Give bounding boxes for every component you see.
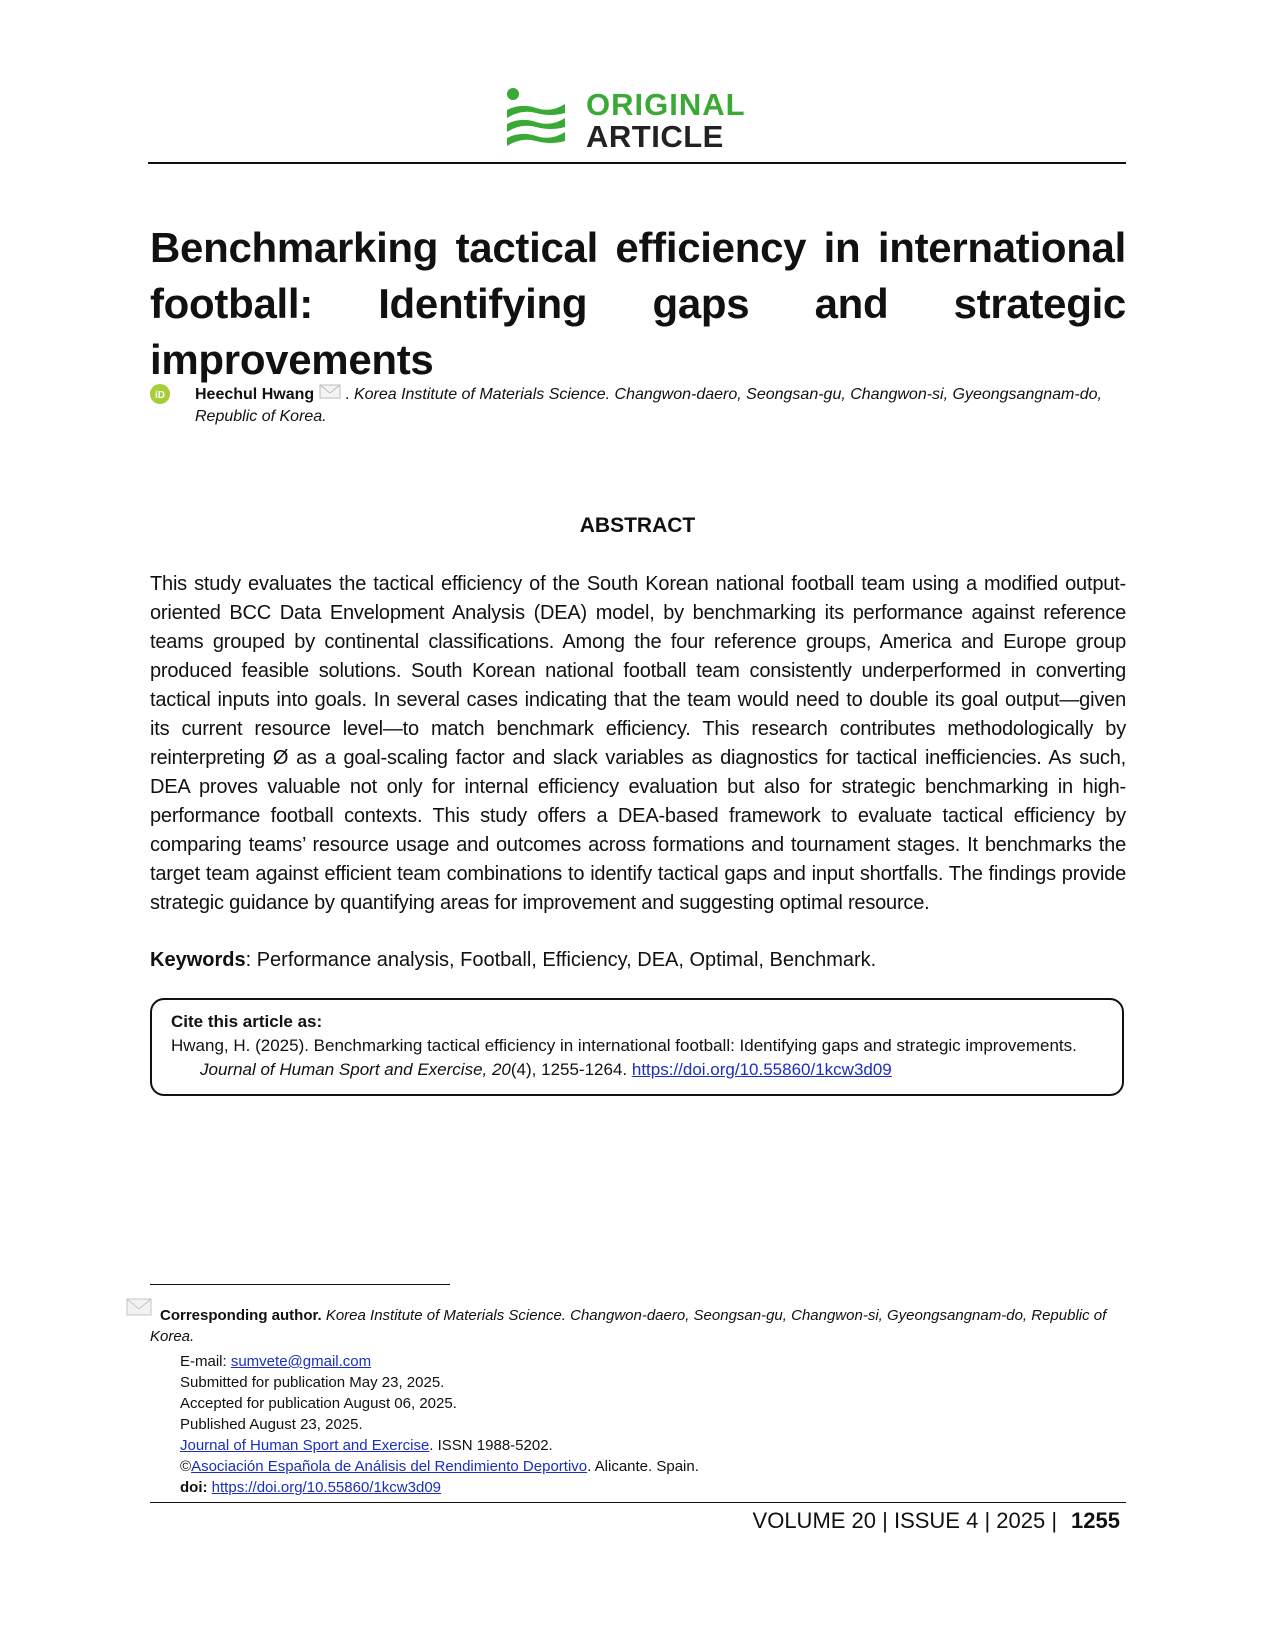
logo-text-original: ORIGINAL bbox=[586, 87, 746, 122]
submitted-date: Submitted for publication May 23, 2025. bbox=[180, 1374, 445, 1391]
corresponding-affiliation-cont: Korea. bbox=[150, 1328, 195, 1345]
issn: . ISSN 1988-5202. bbox=[429, 1437, 553, 1454]
location: . Alicante. Spain. bbox=[587, 1458, 699, 1475]
journal-link[interactable]: Journal of Human Sport and Exercise bbox=[180, 1437, 430, 1454]
header-rule bbox=[148, 162, 1126, 164]
abstract-heading: ABSTRACT bbox=[579, 514, 696, 537]
envelope-icon[interactable] bbox=[319, 384, 341, 406]
author-name: Heechul Hwang bbox=[195, 386, 315, 404]
email-link[interactable]: sumvete@gmail.com bbox=[230, 1353, 372, 1370]
abstract-body: This study evaluates the tactical efficiency of the South Korean national football team using a modified output-oriented BCC Data Envelopment Analysis (DEA) model, by benchmarking its performance against reference teams grouped by continental classifications. Among the four reference groups, America and Europe group produced feasible solutions. South Korean national football team consistently underperformed in converting tactical inputs into goals. In several cases indicating that the team would need to double its goal output—given its current resource level—to match benchmark efficiency. This research contributes methodologically by reinterpreting Ø as a goal-scaling factor and slack variables as diagnostics for tactical inefficiencies. As such, DEA proves valuable not only for internal efficiency evaluation but also for strategic benchmarking in high-performance football contexts. This study offers a DEA-based framework to evaluate tactical efficiency by comparing teams’ resource usage and outcomes across formations and tournament stages. It benchmarks the target team against efficient team combinations to identify tactical gaps and input shortfalls. The findings provide strategic guidance by quantifying areas for improvement and suggesting optimal resource. bbox=[150, 573, 1126, 914]
doi-line bbox=[180, 1478, 441, 1498]
citation-journal: Journal of Human Sport and Exercise, 20 bbox=[200, 1060, 511, 1079]
email-label: E-mail: bbox=[180, 1353, 231, 1370]
journal-issn-line bbox=[180, 1436, 553, 1456]
author-line bbox=[195, 384, 1127, 428]
doi-link[interactable]: https://doi.org/10.55860/1kcw3d09 bbox=[211, 1479, 442, 1496]
doi-label: doi: bbox=[180, 1479, 208, 1496]
svg-text:iD: iD bbox=[155, 390, 165, 401]
author-separator: . bbox=[340, 386, 350, 404]
footnote-rule bbox=[150, 1284, 450, 1285]
published-date: Published August 23, 2025. bbox=[180, 1416, 363, 1433]
author-affiliation: Korea Institute of Materials Science. Changwon-daero, Seongsan-gu, Changwon-si, Gyeongsangnam-do, Republic of Korea. bbox=[195, 386, 1102, 426]
volume-info: VOLUME 20 | ISSUE 4 | 2025 | bbox=[752, 1508, 1058, 1533]
corresponding-label: Corresponding author. bbox=[160, 1307, 322, 1324]
article-title: Benchmarking tactical efficiency in international football: Identifying gaps and strategic improvements bbox=[150, 224, 1126, 383]
orcid-icon[interactable] bbox=[150, 384, 170, 404]
citation-label: Cite this article as: bbox=[171, 1012, 323, 1031]
footer-rule bbox=[150, 1502, 1126, 1503]
stripes-icon bbox=[505, 86, 567, 148]
keywords bbox=[150, 946, 1126, 975]
copyright-symbol: © bbox=[180, 1458, 192, 1475]
envelope-icon bbox=[126, 1298, 152, 1321]
keywords-list: : Performance analysis, Football, Efficiency, DEA, Optimal, Benchmark. bbox=[245, 949, 877, 971]
page-footer bbox=[700, 1508, 1120, 1534]
citation-doi-link[interactable]: https://doi.org/10.55860/1kcw3d09 bbox=[631, 1060, 892, 1079]
keywords-label: Keywords bbox=[150, 949, 246, 971]
association-link[interactable]: Asociación Española de Análisis del Rendimiento Deportivo bbox=[191, 1458, 588, 1475]
page-number: 1255 bbox=[1071, 1508, 1120, 1533]
article-type-logo bbox=[505, 86, 785, 152]
accepted-date: Accepted for publication August 06, 2025. bbox=[180, 1395, 457, 1412]
email-line bbox=[180, 1352, 371, 1372]
corresponding-author bbox=[160, 1306, 1130, 1326]
citation-source bbox=[200, 1060, 892, 1080]
corresponding-affiliation: Korea Institute of Materials Science. Changwon-daero, Seongsan-gu, Changwon-si, Gyeongsangnam-do, Republic of bbox=[321, 1307, 1107, 1324]
logo-text-article: ARTICLE bbox=[586, 119, 724, 154]
citation-reference: Hwang, H. (2025). Benchmarking tactical efficiency in international football: Identifying gaps and strategic improvements. bbox=[171, 1036, 1077, 1055]
citation-issue: (4), 1255-1264. bbox=[510, 1060, 632, 1079]
copyright-line bbox=[180, 1457, 699, 1477]
